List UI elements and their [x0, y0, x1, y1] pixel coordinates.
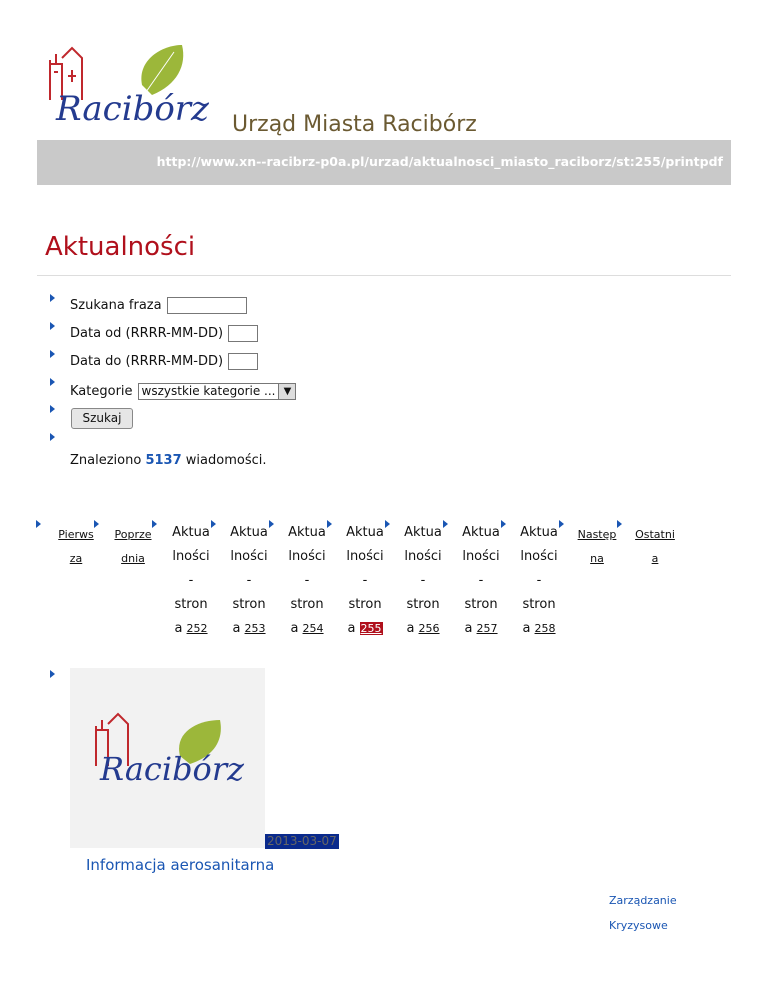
results-count	[70, 453, 266, 468]
bullet-icon	[211, 520, 216, 528]
search-button[interactable]: Szukaj	[71, 408, 133, 429]
page-number: 254	[302, 622, 324, 635]
page-last-label: Ostatni	[635, 528, 675, 541]
page-link-text: -	[478, 573, 484, 588]
found-prefix: Znaleziono	[70, 453, 142, 468]
bullet-icon	[501, 520, 506, 528]
page-link-text: stron	[290, 597, 324, 612]
page-prev-label-cont: dnia	[121, 552, 145, 565]
page-link-253[interactable]	[226, 521, 272, 641]
page-last-label-cont: a	[651, 552, 659, 565]
page-url: http://www.xn--racibrz-p0a.pl/urzad/aktualnosci_miasto_raciborz/st:255/printpdf	[156, 154, 723, 169]
page-title: Aktualności	[45, 232, 196, 262]
phrase-row	[70, 297, 247, 314]
page-link-257[interactable]	[458, 521, 504, 641]
svg-text:Racibórz: Racibórz	[56, 89, 209, 129]
page-link-text: stron	[464, 597, 498, 612]
site-title: Urząd Miasta Racibórz	[232, 112, 477, 137]
page-link-text: Aktua	[288, 525, 326, 540]
phrase-input[interactable]	[167, 297, 247, 314]
page-number: 252	[186, 622, 208, 635]
page-link-text: lności	[346, 549, 384, 564]
date-from-label: Data od (RRRR-MM-DD)	[70, 326, 224, 341]
page-next-link[interactable]	[575, 523, 619, 571]
news-category-label-cont: Kryzysowe	[609, 919, 668, 932]
found-count: 5137	[145, 453, 182, 468]
url-bar	[37, 140, 731, 185]
page-next-label: Następ	[577, 528, 617, 541]
date-from-row	[70, 325, 258, 342]
bullet-icon	[50, 670, 55, 678]
page-link-text: lności	[520, 549, 558, 564]
svg-text:Racibórz: Racibórz	[100, 750, 244, 788]
bullet-icon	[94, 520, 99, 528]
bullet-icon	[617, 520, 622, 528]
page-first-link[interactable]	[55, 523, 97, 571]
category-select[interactable]	[138, 383, 297, 400]
page-link-text: Aktua	[462, 525, 500, 540]
category-row	[70, 383, 296, 400]
page-next-label-cont: na	[590, 552, 604, 565]
page-link-text: -	[362, 573, 368, 588]
news-category-link[interactable]	[609, 888, 677, 938]
page-link-text: a	[347, 621, 356, 636]
page-link-256[interactable]	[400, 521, 446, 641]
page-link-text: a	[232, 621, 241, 636]
bullet-icon	[269, 520, 274, 528]
page-first-label: Pierws	[58, 528, 94, 541]
page-link-254[interactable]	[284, 521, 330, 641]
bullet-icon	[152, 520, 157, 528]
page-link-252[interactable]	[168, 521, 214, 641]
page-last-link[interactable]	[633, 523, 677, 571]
bullet-icon	[443, 520, 448, 528]
page-number: 258	[534, 622, 556, 635]
page-link-text: lności	[404, 549, 442, 564]
page-number: 256	[418, 622, 440, 635]
date-to-row	[70, 353, 258, 370]
bullet-icon	[50, 433, 55, 441]
page-link-text: stron	[348, 597, 382, 612]
category-selected-value: wszystkie kategorie ...	[141, 384, 276, 398]
page-link-text: a	[522, 621, 531, 636]
page-prev-label: Poprze	[114, 528, 152, 541]
date-to-input[interactable]	[228, 353, 258, 370]
page-link-text: a	[406, 621, 415, 636]
bullet-icon	[50, 405, 55, 413]
title-divider	[37, 275, 731, 276]
page-link-text: Aktua	[172, 525, 210, 540]
page-link-text: Aktua	[404, 525, 442, 540]
current-page-number: 255	[360, 622, 382, 635]
page-current-255	[342, 521, 388, 641]
page-link-text: Aktua	[520, 525, 558, 540]
bullet-icon	[559, 520, 564, 528]
city-logo	[42, 40, 222, 135]
phrase-label: Szukana fraza	[70, 298, 162, 313]
found-suffix: wiadomości.	[185, 453, 267, 468]
news-title-link[interactable]: Informacja aerosanitarna	[86, 856, 275, 874]
page-link-text: stron	[406, 597, 440, 612]
page-link-258[interactable]	[516, 521, 562, 641]
page-prev-link[interactable]	[112, 523, 154, 571]
page-link-text: -	[304, 573, 310, 588]
bullet-icon	[50, 378, 55, 386]
page-link-text: lności	[172, 549, 210, 564]
page-link-text: -	[536, 573, 542, 588]
page-number: 257	[476, 622, 498, 635]
page-link-text: Aktua	[230, 525, 268, 540]
page-link-text: lności	[230, 549, 268, 564]
page-link-text: a	[174, 621, 183, 636]
page-first-label-cont: za	[69, 552, 83, 565]
page-link-text: stron	[174, 597, 208, 612]
bullet-icon	[50, 322, 55, 330]
date-to-label: Data do (RRRR-MM-DD)	[70, 354, 224, 369]
category-label: Kategorie	[70, 384, 133, 399]
news-date: 2013-03-07	[267, 834, 337, 848]
bullet-icon	[385, 520, 390, 528]
chevron-down-icon: ▼	[278, 384, 295, 399]
page-link-text: -	[420, 573, 426, 588]
page-link-text: -	[246, 573, 252, 588]
page-link-text: a	[464, 621, 473, 636]
page-link-text: stron	[522, 597, 556, 612]
page-link-text: Aktua	[346, 525, 384, 540]
page-link-text: lności	[288, 549, 326, 564]
page-link-text: lności	[462, 549, 500, 564]
bullet-icon	[36, 520, 41, 528]
news-thumbnail[interactable]	[70, 668, 265, 848]
page-link-text: -	[188, 573, 194, 588]
news-category-label: Zarządzanie	[609, 894, 677, 907]
page-link-text: stron	[232, 597, 266, 612]
page-number: 253	[244, 622, 266, 635]
bullet-icon	[327, 520, 332, 528]
bullet-icon	[50, 350, 55, 358]
page-link-text: a	[290, 621, 299, 636]
date-from-input[interactable]	[228, 325, 258, 342]
bullet-icon	[50, 294, 55, 302]
